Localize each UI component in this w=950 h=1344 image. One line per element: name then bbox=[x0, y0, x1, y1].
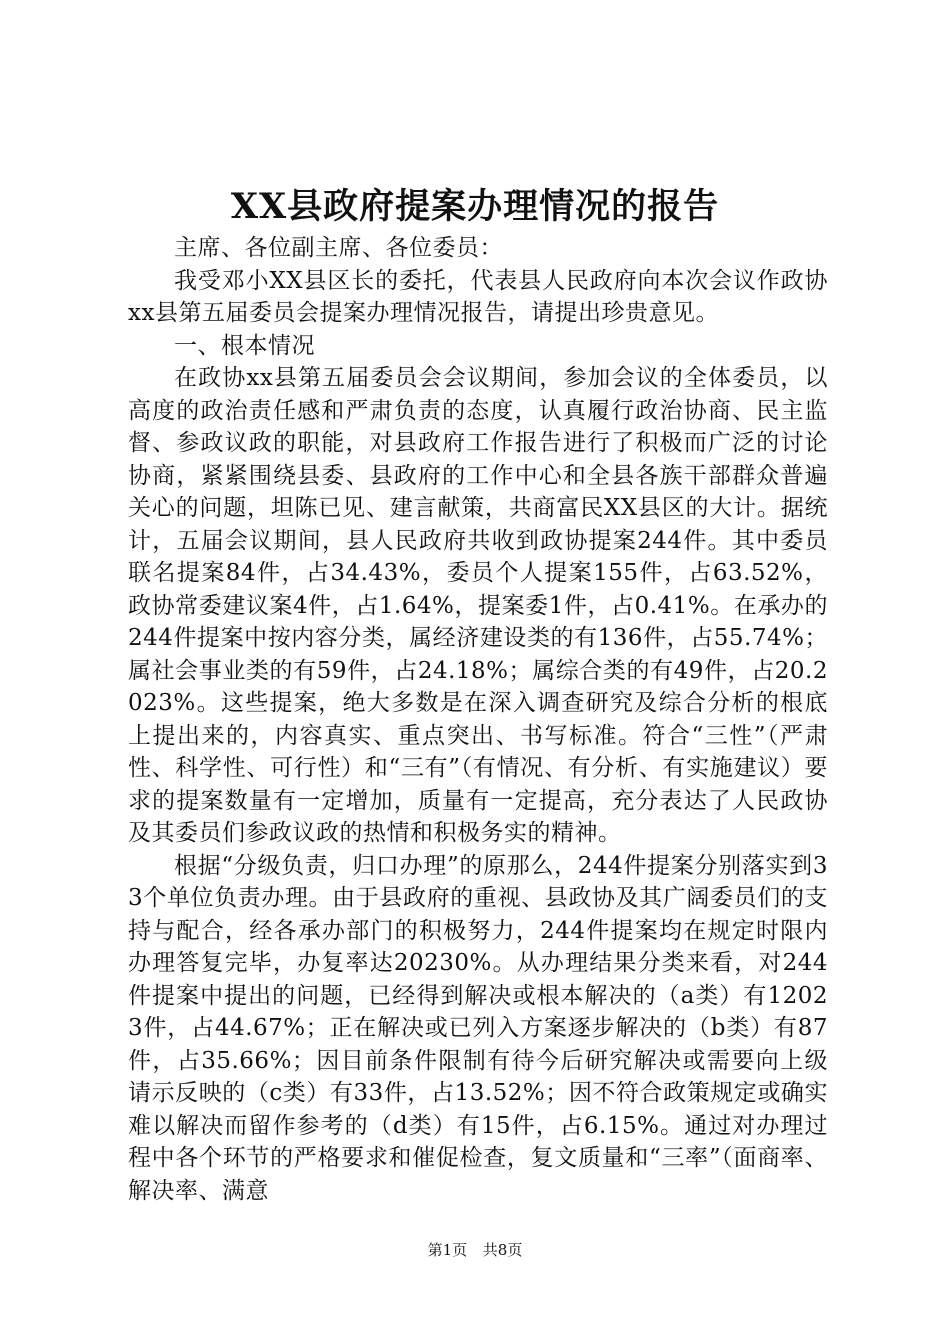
section-heading: 一、根本情况 bbox=[174, 332, 315, 359]
body-paragraph: 根据“分级负责，归口办理”的原那么，244件提案分别落实到33个单位负责办理。由于县政府的重视、县政协及其广阔委员们的支持与配合，经各承办部门的积极努力，244件提案均在规定时限内办理答复完毕，办复率达20230%。从办理结果分类来看，对244件提案中提出的问题，已经得到解决或根本解决的（a类）有12023件，占44.67%；正在解决或已列入方案逐步解决的（b类）有87件，占35.66%；因目前条件限制有待今后研究解决或需要向上级请示反映的（c类）有33件，占13.52%；因不符合政策规定或确实难以解决而留作参考的（d类）有15件，占6.15%。通过对办理过程中各个环节的严格要求和催促检查，复文质量和“三率”（面商率、解决率、满意 bbox=[128, 852, 828, 1204]
document-body bbox=[128, 232, 828, 1207]
body-paragraph: 在政协xx县第五届委员会会议期间，参加会议的全体委员，以高度的政治责任感和严肃负责的态度，认真履行政治协商、民主监督、参政议政的职能，对县政府工作报告进行了积极而广泛的讨论协商，紧紧围绕县委、县政府的工作中心和全县各族干部群众普遍关心的问题，坦陈已见、建言献策，共商富民XX县区的大计。据统计，五届会议期间，县人民政府共收到政协提案244件。其中委员联名提案84件，占34.43%，委员个人提案155件，占63.52%，政协常委建议案4件，占1.64%，提案委1件，占0.41%。在承办的244件提案中按内容分类，属经济建设类的有136件，占55.74%；属社会事业类的有59件，占24.18%；属综合类的有49件，占20.2023%。这些提案，绝大多数是在深入调查研究及综合分析的根底上提出来的，内容真实、重点突出、书写标准。符合“三性”（严肃性、科学性、可行性）和“三有”（有情况、有分析、有实施建议）要求的提案数量有一定增加，质量有一定提高，充分表达了人民政协及其委员们参政议政的热情和积极务实的精神。 bbox=[128, 365, 828, 846]
document-title: XX县政府提案办理情况的报告 bbox=[230, 186, 720, 227]
page-footer bbox=[0, 1240, 950, 1260]
page-number-current: 第1页 bbox=[427, 1241, 468, 1259]
page-number-total: 共8页 bbox=[482, 1241, 523, 1259]
intro-paragraph: 我受邓小XX县区长的委托，代表县人民政府向本次会议作政协xx县第五届委员会提案办理情况报告，请提出珍贵意见。 bbox=[128, 267, 828, 326]
salutation-paragraph: 主席、各位副主席、各位委员： bbox=[174, 235, 503, 261]
